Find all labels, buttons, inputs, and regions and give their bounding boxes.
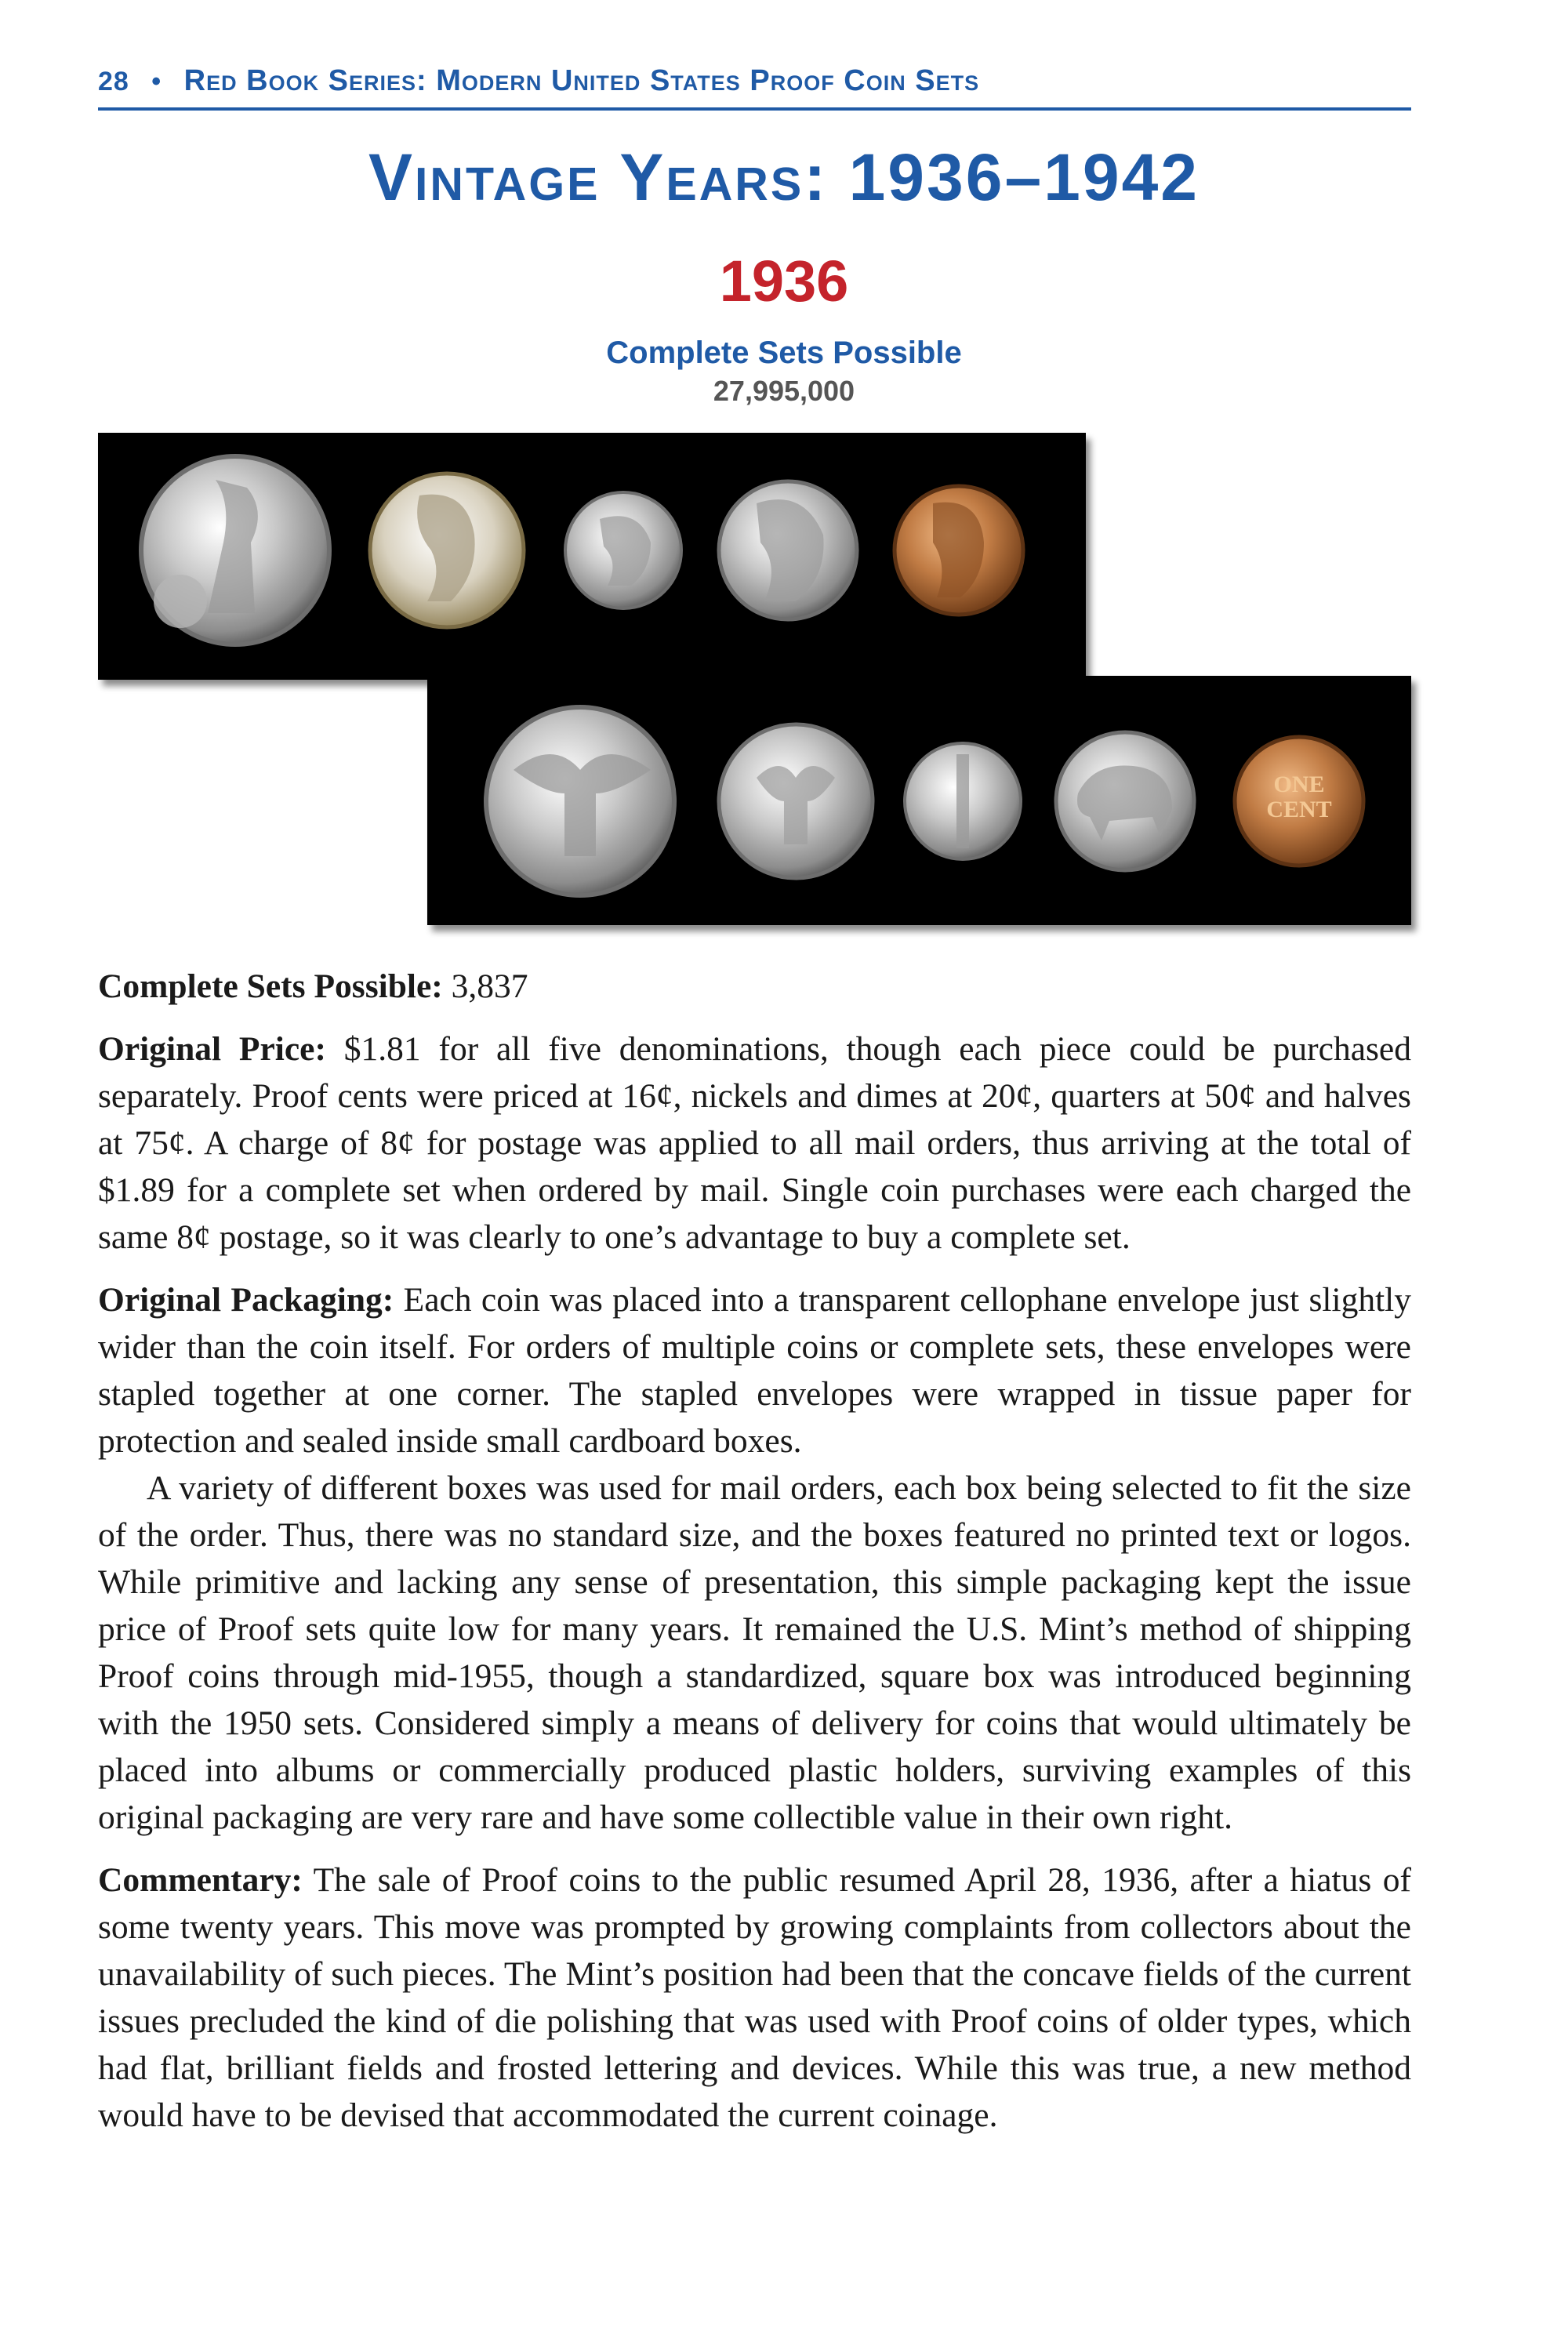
label-sets: Complete Sets Possible: [98, 967, 443, 1005]
obverse-coins-svg [98, 433, 1086, 680]
quarter-reverse [719, 724, 873, 878]
coin-photo-reverse [427, 676, 1411, 925]
quarter-obverse [370, 474, 524, 627]
coin-photo-obverse [98, 433, 1086, 680]
label-commentary: Commentary: [98, 1861, 303, 1899]
section-title: Vintage Years: 1936–1942 [368, 140, 1200, 214]
half-dollar-reverse [486, 707, 674, 895]
paragraph-packaging [98, 1276, 1411, 1465]
cent-reverse [1235, 737, 1363, 866]
cent-obverse [895, 486, 1023, 615]
nickel-reverse [1056, 732, 1194, 870]
running-head-title: Red Book Series: Modern United States Proof Coin Sets [183, 64, 980, 97]
paragraph-price [98, 1025, 1411, 1261]
text-sets: 3,837 [442, 967, 528, 1005]
body-text [98, 963, 1411, 2139]
sets-possible-value: 27,995,000 [713, 375, 855, 407]
text-price: $1.81 for all five denominations, though each piece could be purchased separately. Proof cents were priced at 16¢, nickels and dimes at 20¢, quarters at 50¢ and halves at 75¢. A charge of 8¢ for postage was applied to all mail orders, thus arriving at the total of $1.89 for a complete set when ordered by mail. Single coin purchases were each charged the same 8¢ postage, so it was clearly to one’s advantage to buy a complete set. [98, 1030, 1411, 1256]
cent-lettering-cent: CENT [1266, 797, 1332, 822]
text-commentary: The sale of Proof coins to the public resumed April 28, 1936, after a hiatus of some twenty years. This move was prompted by growing complaints from collectors about the unavailability of such pieces. The Mint’s position had been that the concave fields of the current issues precluded the kind of die polishing that was used with Proof coins of older types, which had flat, brilliant fields and frosted lettering and devices. While this was true, a new method would have to be devised that accommodated the current coinage. [98, 1861, 1411, 2134]
header-rule [98, 107, 1411, 111]
cent-lettering-one: ONE [1273, 771, 1325, 797]
label-price: Original Price: [98, 1030, 326, 1068]
running-head [98, 64, 1411, 98]
sets-possible-label: Complete Sets Possible [606, 336, 962, 370]
year-heading: 1936 [719, 249, 849, 314]
paragraph-packaging-2: A variety of different boxes was used for mail orders, each box being selected to fit the size of the order. Thus, there was no standard size, and the boxes featured no printed text or logos. While primitive and lacking any sense of presentation, this simple packaging kept the issue price of Proof sets quite low for many years. It remained the U.S. Mint’s method of shipping Proof coins through mid-1955, though a standardized, square box was introduced beginning with the 1950 sets. Considered simply a means of delivery for coins that would ultimately be placed into albums or commercially produced plastic holders, surviving examples of this original packaging are very rare and have some collectible value in their own right. [98, 1469, 1411, 1836]
paragraph-commentary [98, 1857, 1411, 2139]
reverse-coins-svg [427, 676, 1411, 925]
paragraph-sets [98, 963, 1411, 1010]
nickel-obverse [719, 481, 857, 619]
dime-reverse [905, 743, 1021, 859]
text-packaging: Each coin was placed into a transparent cellophane envelope just slightly wider than the coin itself. For orders of multiple coins or complete sets, these envelopes were stapled together at one corner. The stapled envelopes were wrapped in tissue paper for protection and sealed inside small cardboard boxes. [98, 1281, 1411, 1460]
page-number: 28 [98, 67, 129, 96]
running-head-bullet: • [151, 67, 162, 96]
half-dollar-obverse [141, 456, 329, 644]
label-packaging: Original Packaging: [98, 1281, 394, 1319]
dime-obverse [565, 492, 681, 608]
